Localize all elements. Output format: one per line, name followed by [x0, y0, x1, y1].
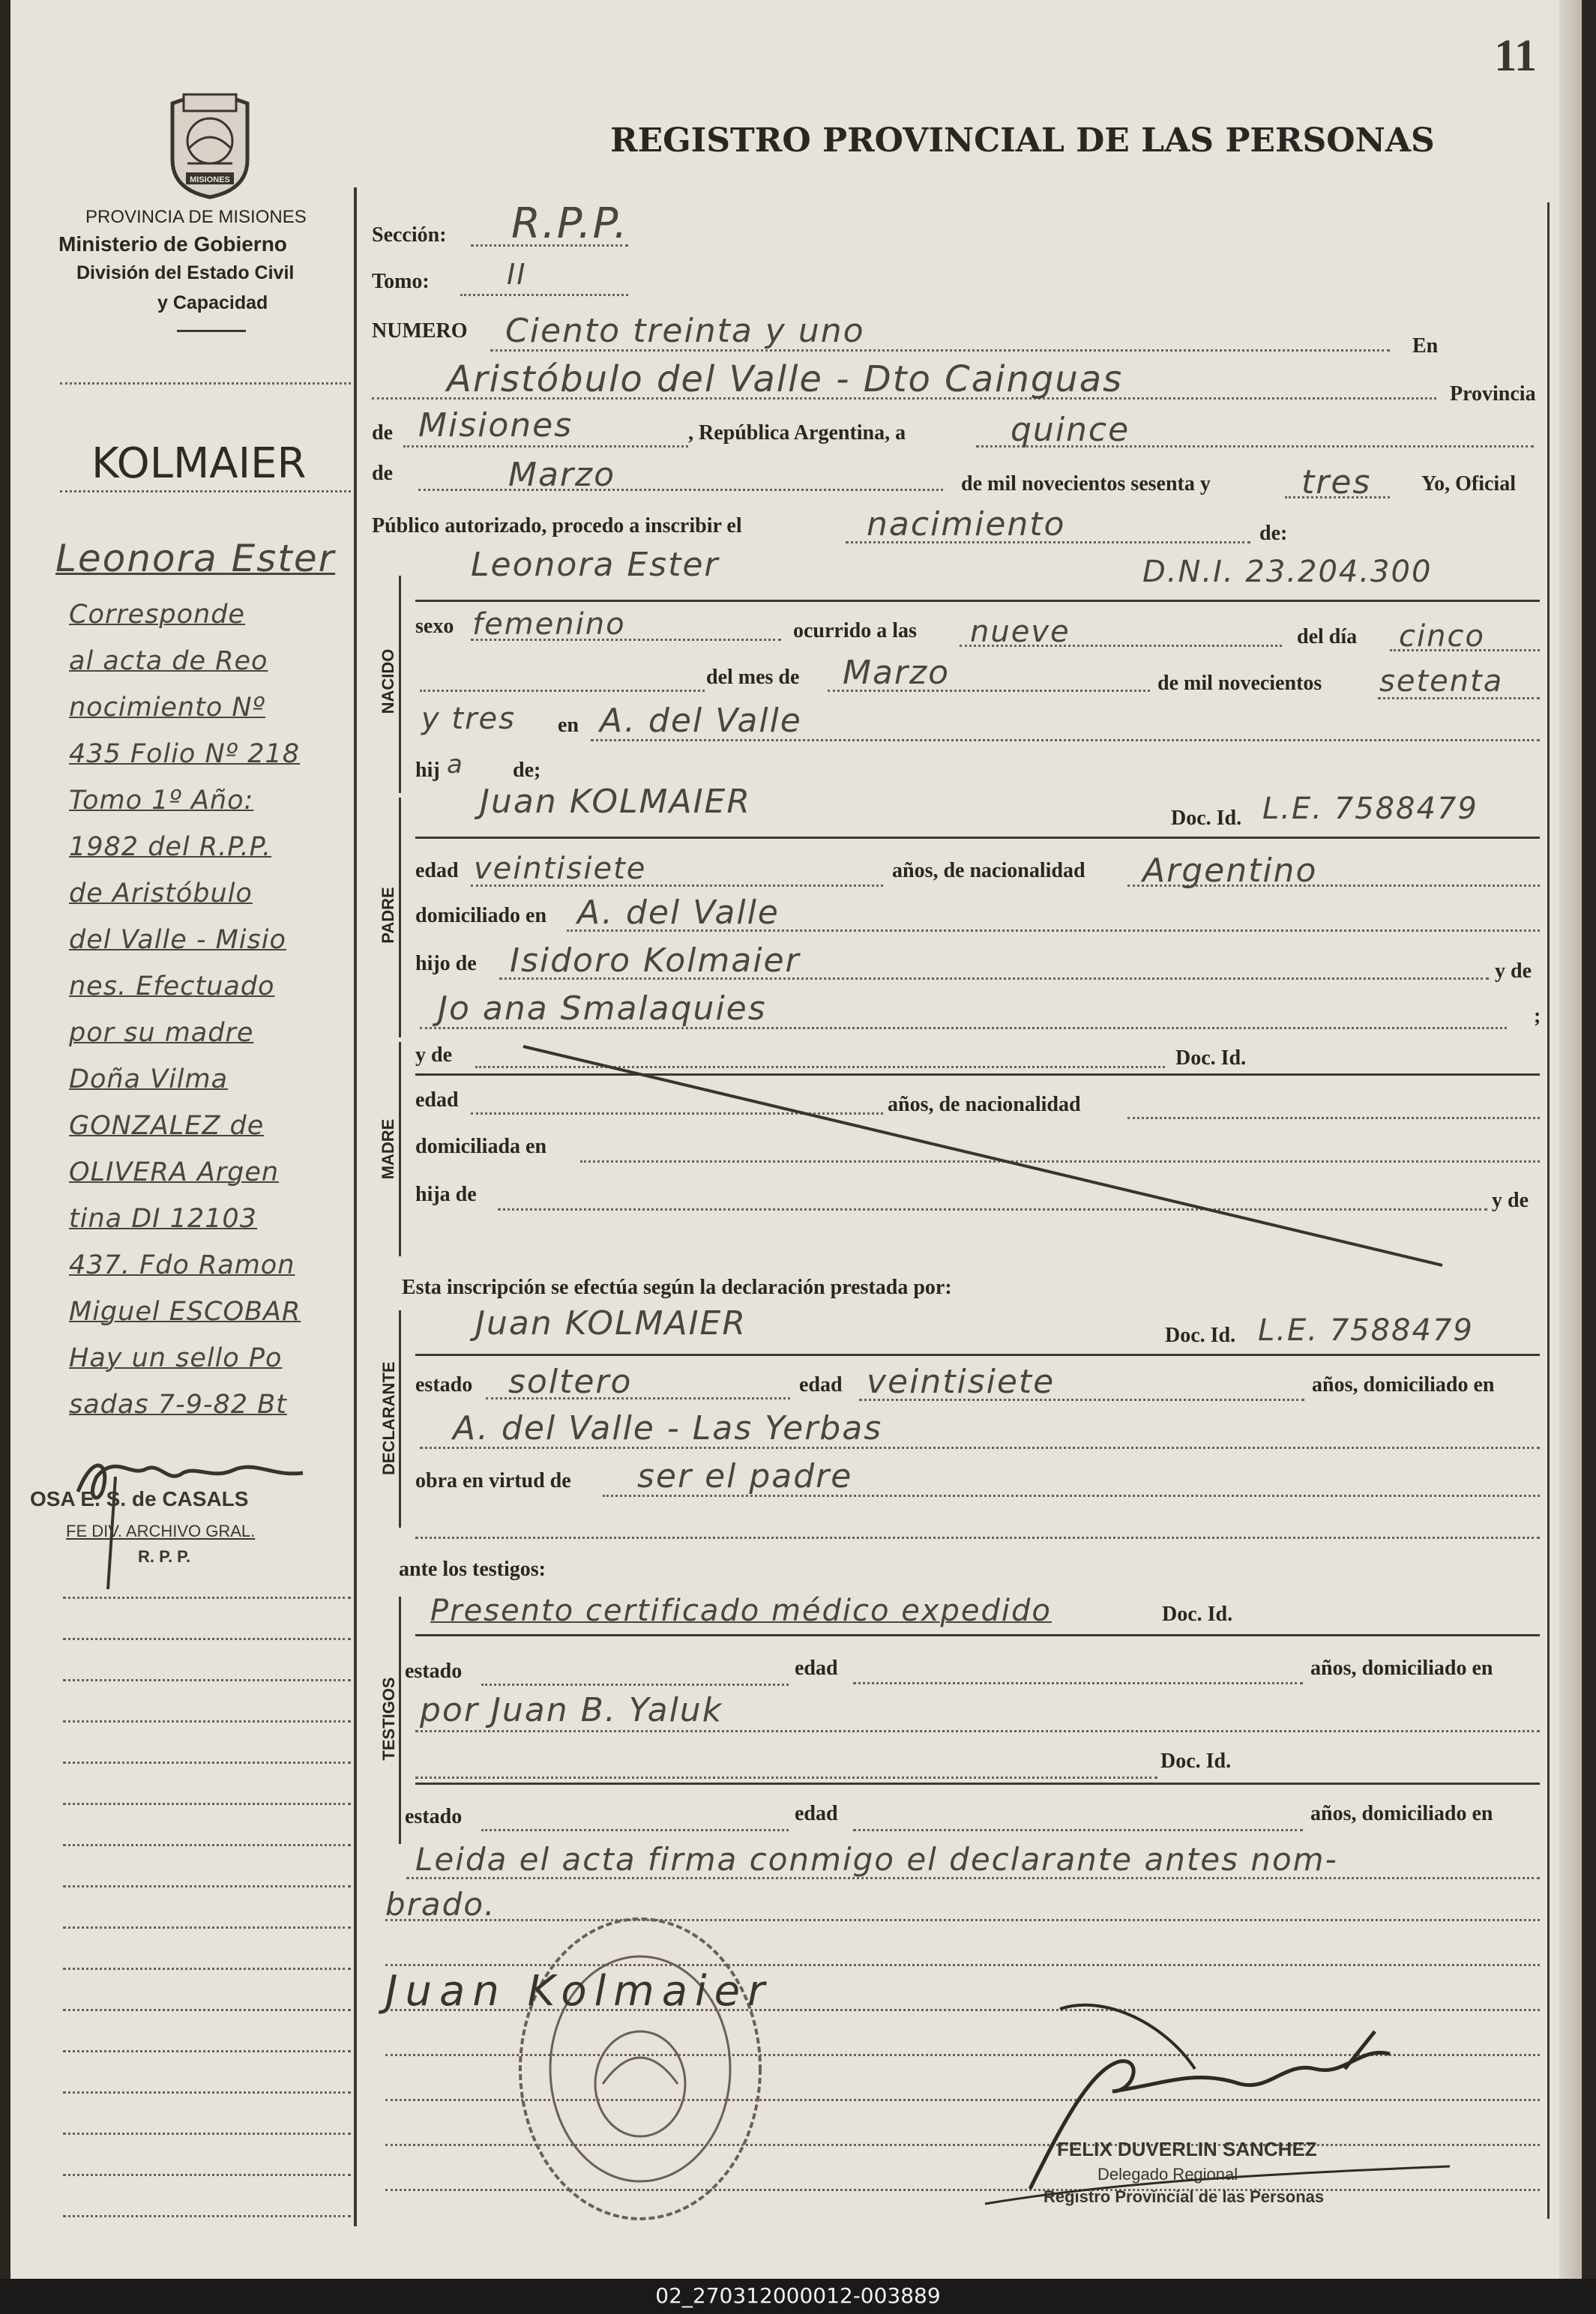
testigos-domiciliado-label: años, domiciliado en	[1310, 1657, 1493, 1680]
tomo-line	[460, 294, 628, 296]
publico-label: Público autorizado, procedo a inscribir el	[372, 514, 742, 537]
officer-name: FELIX DUVERLIN SANCHEZ	[1057, 2138, 1317, 2160]
given-names: Leonora Ester	[55, 537, 336, 580]
testigos-section-label: TESTIGOS	[379, 1677, 398, 1761]
padre-hijo-de-label: hijo de	[415, 952, 477, 975]
declarante-edad-label: edad	[799, 1373, 843, 1396]
anio-value-2: y tres	[421, 702, 516, 736]
madre-nacionalidad-label: años, de nacionalidad	[888, 1093, 1081, 1116]
left-dotline	[63, 1720, 351, 1723]
closing-line-1: Leida el acta firma conmigo el declarante antes nom-	[415, 1841, 1338, 1878]
left-dotline	[63, 1803, 351, 1805]
margin-note-line: por su madre	[69, 1018, 254, 1048]
lugar-value: A. del Valle	[600, 702, 802, 740]
margin-note-line: Doña Vilma	[69, 1064, 229, 1094]
testigos-line-2: por Juan B. Yaluk	[420, 1691, 723, 1729]
declarante-name: Juan KOLMAIER	[475, 1304, 747, 1343]
margin-note-line: 1982 del R.P.P.	[69, 832, 272, 862]
left-dotline	[63, 1968, 351, 1970]
mil-label: de mil novecientos	[1157, 672, 1322, 695]
padre-name-line	[415, 837, 1540, 839]
testigos-estado-line	[481, 1684, 789, 1686]
dia-value: cinco	[1399, 619, 1485, 654]
margin-note-line: Miguel ESCOBAR	[69, 1297, 301, 1327]
declarante-obra-value: ser el padre	[637, 1457, 853, 1495]
declarante-doc-label: Doc. Id.	[1165, 1324, 1236, 1347]
act-type-value: nacimiento	[867, 505, 1066, 543]
margin-note-line: sadas 7-9-82 Bt	[69, 1390, 287, 1420]
seccion-value: R.P.P.	[511, 199, 629, 248]
tomo-label: Tomo:	[372, 270, 430, 293]
left-dotline	[63, 2009, 351, 2011]
padre-doc-label: Doc. Id.	[1171, 807, 1242, 830]
mes-label: del mes de	[706, 666, 800, 689]
testigos-intro: ante los testigos:	[399, 1558, 546, 1581]
padre-domicilio-label: domiciliado en	[415, 904, 547, 927]
archive-stamp-line-2: FE DIV. ARCHIVO GRAL.	[66, 1522, 256, 1540]
page-edge	[1559, 0, 1582, 2279]
left-dotline	[63, 1844, 351, 1846]
numero-value: Ciento treinta y uno	[505, 312, 865, 350]
padre-name: Juan KOLMAIER	[480, 783, 751, 821]
declarante-extra-line	[415, 1537, 1540, 1539]
place-value: Aristóbulo del Valle - Dto Cainguas	[447, 358, 1124, 400]
declarante-intro: Esta inscripción se efectúa según la declaración prestada por:	[402, 1276, 952, 1299]
month-value: Marzo	[508, 456, 616, 494]
month-line	[418, 489, 943, 491]
anio-value-1: setenta	[1379, 664, 1504, 699]
year-label: de mil novecientos sesenta y	[961, 472, 1211, 495]
testigos-domiciliado-label-2: años, domiciliado en	[1310, 1802, 1493, 1825]
padre-father-value: Isidoro Kolmaier	[510, 941, 801, 980]
hijo-label: hij	[415, 759, 440, 782]
declarante-domiciliado-label: años, domiciliado en	[1312, 1373, 1495, 1396]
padre-doc-value: L.E. 7588479	[1262, 792, 1478, 826]
testigos-estado-label: estado	[405, 1660, 463, 1683]
hijo-suffix: a	[447, 750, 464, 780]
official-round-seal	[505, 1904, 775, 2234]
padre-y-de-label: y de	[1495, 959, 1532, 983]
left-dotline	[63, 2050, 351, 2052]
padre-rule	[399, 798, 401, 1037]
ministry-label: Ministerio de Gobierno	[58, 232, 287, 256]
nacido-name: Leonora Ester	[471, 546, 720, 584]
division-label-1: División del Estado Civil	[76, 262, 295, 283]
margin-note-line: Tomo 1º Año:	[69, 786, 254, 816]
nacido-section-label: NACIDO	[379, 648, 397, 714]
declarante-edad-value: veintisiete	[867, 1363, 1056, 1401]
en-place-label: en	[558, 714, 579, 737]
declarante-estado-label: estado	[415, 1373, 473, 1396]
testigos-edad-label-2: edad	[795, 1802, 838, 1825]
madre-rule	[399, 1042, 401, 1256]
officer-office: Registro Provincial de las Personas	[1044, 2187, 1325, 2206]
left-dotline	[63, 1885, 351, 1887]
margin-note-line: 437. Fdo Ramon	[69, 1250, 295, 1280]
oficial-label: Yo, Oficial	[1421, 472, 1516, 495]
left-dotline	[63, 1597, 351, 1599]
testigos-doc-line-2	[415, 1777, 1157, 1779]
margin-note-line: GONZALEZ de	[69, 1111, 265, 1141]
republica-label: , República Argentina, a	[688, 421, 906, 445]
declarante-rule	[399, 1310, 401, 1528]
seccion-label: Sección:	[372, 223, 447, 247]
province-line	[403, 445, 688, 448]
testigos-estado-line-2	[481, 1829, 789, 1831]
sexo-label: sexo	[415, 615, 454, 638]
madre-y-de-label: y de	[415, 1043, 452, 1067]
left-dotline	[63, 1679, 351, 1681]
madre-doc-label: Doc. Id.	[1175, 1046, 1247, 1070]
day-value: quince	[1011, 411, 1130, 449]
padre-edad-value: veintisiete	[474, 852, 647, 886]
left-dotline	[63, 2091, 351, 2094]
left-dotline	[63, 1762, 351, 1764]
en-label: En	[1412, 334, 1439, 358]
margin-note-line: nes. Efectuado	[69, 971, 275, 1001]
madre-hija-de-label: hija de	[415, 1183, 477, 1206]
left-column-rule	[354, 187, 357, 2226]
mes-value: Marzo	[843, 654, 951, 692]
testigos-line-1-rule	[415, 1634, 1540, 1636]
left-dotline	[63, 2133, 351, 2135]
de-label: de	[372, 421, 393, 445]
nacido-rule	[399, 576, 401, 793]
hora-value: nueve	[970, 615, 1070, 649]
margin-note-line: Corresponde	[69, 600, 245, 630]
declarante-obra-label: obra en virtud de	[415, 1469, 571, 1492]
testigos-edad-line-2	[853, 1829, 1303, 1831]
year-value: tres	[1301, 463, 1372, 501]
declarante-doc-value: L.E. 7588479	[1258, 1313, 1474, 1348]
testigos-edad-line	[853, 1682, 1303, 1684]
left-dotline	[63, 2215, 351, 2217]
declarant-signature: Juan Kolmaier	[385, 1967, 773, 2016]
de-label-2: de	[372, 462, 393, 485]
testigos-doc-label: Doc. Id.	[1162, 1603, 1233, 1626]
left-dotline-0	[60, 382, 351, 385]
madre-domiciliada-label: domiciliada en	[415, 1135, 547, 1158]
testigos-line-2-rule	[415, 1730, 1540, 1732]
de-colon-label: de:	[1259, 522, 1288, 545]
left-dotline	[63, 1638, 351, 1640]
declarante-name-line	[415, 1354, 1540, 1356]
officer-title: Delegado Regional	[1097, 2165, 1238, 2184]
padre-section-label: PADRE	[379, 887, 397, 944]
testigos-doc-label-2: Doc. Id.	[1160, 1750, 1232, 1773]
padre-edad-label: edad	[415, 859, 459, 882]
provincial-seal	[150, 88, 270, 201]
left-dotline-1	[60, 490, 351, 492]
nacido-dni: D.N.I. 23.204.300	[1142, 555, 1433, 589]
surname: KOLMAIER	[91, 439, 307, 488]
page-number: 11	[1494, 31, 1537, 80]
hijo-de-label: de;	[513, 759, 541, 782]
left-dotline	[63, 2174, 351, 2176]
province-value: Misiones	[418, 406, 573, 445]
madre-strike-line	[520, 1042, 1450, 1274]
madre-y-de-label-2: y de	[1492, 1189, 1529, 1212]
tomo-value: II	[507, 258, 527, 291]
margin-note-line: tina DI 12103	[69, 1204, 257, 1234]
closing-line-2: brado.	[385, 1886, 496, 1923]
padre-nacionalidad-value: Argentino	[1142, 852, 1318, 890]
right-border	[1547, 202, 1550, 2219]
province-label: PROVINCIA DE MISIONES	[85, 207, 307, 227]
margin-note-line: del Valle - Misio	[69, 925, 286, 955]
footer-code: 02_270312000012-003889	[655, 2283, 941, 2308]
ocurrido-label: ocurrido a las	[793, 619, 917, 642]
registry-title: REGISTRO PROVINCIAL DE LAS PERSONAS	[610, 121, 1435, 160]
margin-note-line: al acta de Reo	[69, 646, 268, 676]
division-label-2: y Capacidad	[157, 292, 268, 313]
testigos-line-1: Presento certificado médico expedido	[430, 1594, 1052, 1628]
del-dia-label: del día	[1297, 625, 1358, 648]
testigos-estado-label-2: estado	[405, 1805, 463, 1828]
declarante-estado-value: soltero	[508, 1363, 633, 1401]
padre-domicilio-value: A. del Valle	[577, 894, 780, 932]
archive-stamp-line-1: OSA E. S. de CASALS	[30, 1487, 249, 1510]
testigos-edad-label: edad	[795, 1657, 838, 1680]
testigos-rule	[399, 1597, 401, 1844]
madre-edad-label: edad	[415, 1088, 459, 1112]
testigos-doc-rule-2	[415, 1783, 1540, 1785]
numero-label: NUMERO	[372, 319, 468, 343]
declarante-domicilio-value: A. del Valle - Las Yerbas	[453, 1409, 883, 1447]
margin-note-line: de Aristóbulo	[69, 879, 253, 909]
padre-mother-value: Jo ana Smalaquies	[438, 989, 767, 1028]
mes-pre-line	[420, 690, 705, 692]
padre-nacionalidad-label: años, de nacionalidad	[892, 859, 1085, 882]
left-dotline	[63, 1926, 351, 1929]
sexo-value: femenino	[472, 607, 626, 642]
nacido-name-line	[415, 600, 1540, 602]
document-page	[10, 0, 1582, 2279]
margin-note-line: nocimiento Nº	[69, 693, 266, 723]
archive-stamp-line-3: R. P. P.	[138, 1547, 191, 1566]
margin-note-line: OLIVERA Argen	[69, 1157, 280, 1187]
margin-note-line: Hay un sello Po	[69, 1343, 283, 1373]
seal-label: MISIONES	[190, 175, 230, 184]
margin-note-line: 435 Folio Nº 218	[69, 739, 301, 769]
division-underline	[177, 330, 246, 332]
madre-section-label: MADRE	[379, 1118, 397, 1180]
declarante-section-label: DECLARANTE	[379, 1361, 398, 1475]
provincia-label: Provincia	[1450, 382, 1536, 406]
padre-semicolon: ;	[1534, 1004, 1541, 1028]
